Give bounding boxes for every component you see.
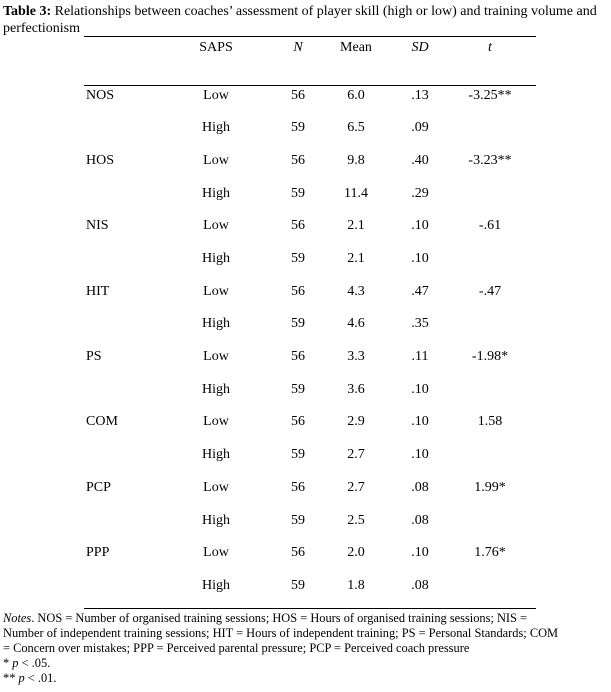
row-saps: Low — [203, 545, 229, 560]
row-n: 56 — [291, 153, 305, 168]
row-n: 59 — [291, 186, 305, 201]
row-variable: PPP — [86, 545, 110, 560]
row-t: -.61 — [478, 218, 502, 233]
row-sd: .10 — [411, 447, 429, 462]
row-mean: 6.0 — [347, 88, 365, 103]
row-mean: 2.1 — [347, 218, 365, 233]
row-variable: PCP — [86, 480, 111, 495]
row-saps: High — [202, 120, 230, 135]
row-variable: PS — [86, 349, 102, 364]
row-n: 56 — [291, 545, 305, 560]
row-mean: 3.6 — [347, 382, 365, 397]
row-t: 1.99* — [474, 480, 506, 495]
row-n: 56 — [291, 218, 305, 233]
row-variable: HOS — [86, 153, 115, 168]
notes-label: Notes — [3, 611, 32, 625]
row-sd: .08 — [411, 513, 429, 528]
row-variable: NIS — [86, 218, 109, 233]
row-n: 56 — [291, 88, 305, 103]
row-n: 56 — [291, 284, 305, 299]
row-n: 59 — [291, 578, 305, 593]
row-sd: .10 — [411, 545, 429, 560]
row-mean: 4.6 — [347, 316, 365, 331]
row-n: 56 — [291, 414, 305, 429]
row-saps: Low — [203, 349, 229, 364]
header-n: N — [293, 40, 303, 55]
row-t: -1.98* — [471, 349, 509, 364]
significance-note-2: ** p < .01. — [3, 671, 57, 685]
row-sd: .10 — [411, 218, 429, 233]
table-notes — [3, 611, 609, 686]
row-variable: HIT — [86, 284, 110, 299]
row-saps: High — [202, 513, 230, 528]
row-n: 59 — [291, 513, 305, 528]
row-n: 59 — [291, 251, 305, 266]
row-saps: Low — [203, 218, 229, 233]
row-t: -3.25** — [468, 88, 512, 103]
row-sd: .11 — [411, 349, 429, 364]
row-saps: High — [202, 578, 230, 593]
row-mean: 2.1 — [347, 251, 365, 266]
row-variable: COM — [86, 414, 118, 429]
row-mean: 4.3 — [347, 284, 365, 299]
notes-line-2: Number of independent training sessions; HIT = Hours of independent training; PS = Personal Standards; COM — [3, 626, 559, 640]
row-n: 56 — [291, 349, 305, 364]
bottom-rule — [84, 608, 536, 609]
row-n: 59 — [291, 316, 305, 331]
notes-line-1: Notes. NOS = Number of organised training sessions; HOS = Hours of organised training sessions; NIS = — [3, 611, 528, 625]
row-t: 1.76* — [474, 545, 506, 560]
row-saps: Low — [203, 88, 229, 103]
row-mean: 11.4 — [344, 186, 368, 201]
row-t: -3.23** — [468, 153, 512, 168]
row-saps: High — [202, 316, 230, 331]
row-mean: 2.9 — [347, 414, 365, 429]
header-rule — [84, 85, 536, 86]
row-t: 1.58 — [477, 414, 503, 429]
table-caption — [3, 3, 603, 37]
row-mean: 1.8 — [347, 578, 365, 593]
row-sd: .35 — [411, 316, 429, 331]
row-variable: NOS — [86, 88, 115, 103]
row-mean: 2.0 — [347, 545, 365, 560]
row-mean: 2.7 — [347, 447, 365, 462]
row-sd: .08 — [411, 578, 429, 593]
row-n: 56 — [291, 480, 305, 495]
row-saps: High — [202, 447, 230, 462]
row-mean: 2.5 — [347, 513, 365, 528]
row-sd: .10 — [411, 382, 429, 397]
row-sd: .09 — [411, 120, 429, 135]
table-label: Table 3: — [3, 4, 52, 19]
row-sd: .08 — [411, 480, 429, 495]
notes-line-3: = Concern over mistakes; PPP = Perceived parental pressure; PCP = Perceived coach pressure — [3, 641, 470, 655]
header-t: t — [488, 40, 492, 55]
row-saps: Low — [203, 153, 229, 168]
row-mean: 9.8 — [347, 153, 365, 168]
significance-note-1: * p < .05. — [3, 656, 51, 670]
header-sd: SD — [411, 40, 429, 55]
row-sd: .13 — [411, 88, 429, 103]
row-saps: High — [202, 251, 230, 266]
row-saps: Low — [203, 284, 229, 299]
row-n: 59 — [291, 447, 305, 462]
row-sd: .10 — [411, 251, 429, 266]
row-n: 59 — [291, 120, 305, 135]
row-mean: 2.7 — [347, 480, 365, 495]
row-sd: .40 — [411, 153, 429, 168]
header-mean: Mean — [340, 40, 372, 55]
row-saps: Low — [203, 480, 229, 495]
header-saps: SAPS — [199, 40, 233, 55]
table-title: Relationships between coaches’ assessment of player skill (high or low) and training volume and perfectionism — [3, 4, 597, 36]
row-mean: 3.3 — [347, 349, 365, 364]
row-saps: Low — [203, 414, 229, 429]
row-mean: 6.5 — [347, 120, 365, 135]
row-sd: .10 — [411, 414, 429, 429]
row-saps: High — [202, 382, 230, 397]
top-rule — [84, 36, 536, 37]
row-sd: .29 — [411, 186, 429, 201]
row-saps: High — [202, 186, 230, 201]
row-sd: .47 — [411, 284, 429, 299]
row-n: 59 — [291, 382, 305, 397]
row-t: -.47 — [478, 284, 502, 299]
